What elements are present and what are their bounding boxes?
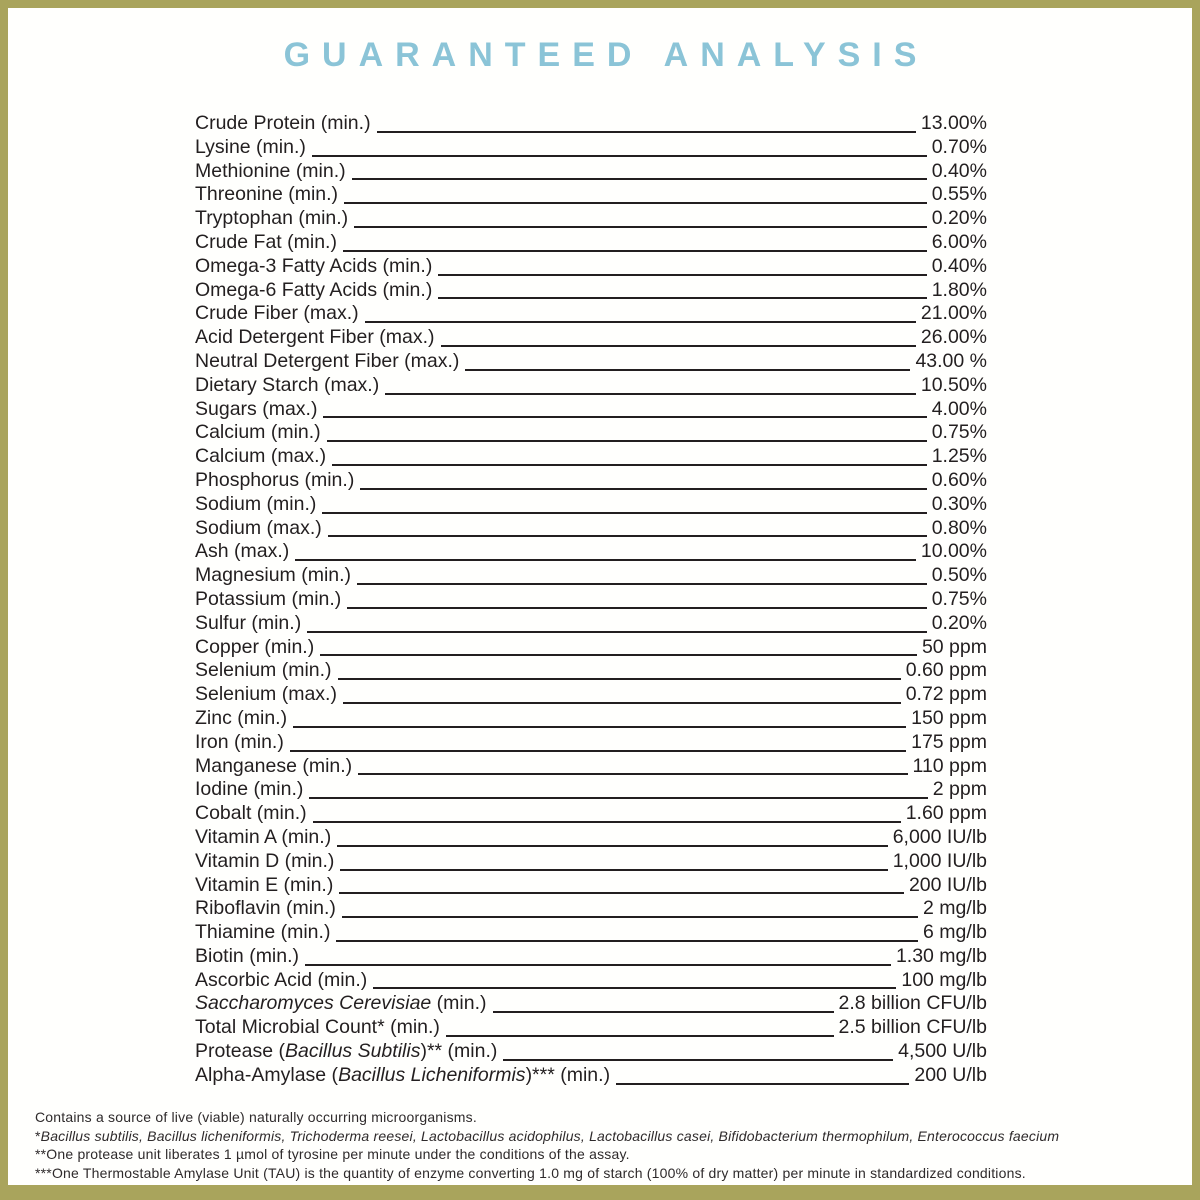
leader-line [338,677,901,680]
leader-line [373,986,896,989]
row-value: 0.70% [931,135,987,158]
row-value: 0.75% [931,587,987,610]
leader-line [446,1034,834,1037]
leader-line [365,320,916,323]
leader-line [360,487,926,490]
row-label [195,659,332,683]
leader-line [290,749,906,752]
text-segment: Calcium (max.) [195,445,327,468]
row-label [195,326,435,350]
text-segment: Total Microbial Count* (min.) [195,1016,440,1039]
text-segment: Omega-3 Fatty Acids (min.) [195,254,433,277]
leader-line [385,392,916,395]
footnote-line [35,1164,1172,1182]
analysis-row [195,659,987,683]
row-label [195,540,289,564]
analysis-row [195,1016,987,1040]
analysis-row [195,850,987,874]
row-value: 0.80% [931,516,987,539]
row-label [195,755,352,779]
row-label [195,350,459,374]
row-value: 10.00% [920,540,987,563]
analysis-row [195,802,987,826]
row-label [195,136,306,160]
leader-line [347,606,926,609]
analysis-row [195,279,987,303]
text-segment: Potassium (min.) [195,587,342,610]
analysis-row [195,612,987,636]
analysis-row [195,731,987,755]
leader-line [465,368,910,371]
leader-line [332,463,927,466]
text-segment: Selenium (min.) [195,659,332,682]
row-label [195,921,330,945]
leader-line [295,558,916,561]
leader-line [358,772,907,775]
leader-line [312,154,927,157]
row-value: 2.5 billion CFU/lb [838,1016,987,1039]
row-label [195,802,307,826]
row-label [195,1064,610,1088]
italic-text-segment: Bacillus Licheniformis [338,1063,526,1086]
text-segment: Alpha-Amylase ( [195,1063,339,1086]
row-label [195,493,316,517]
row-value: 150 ppm [911,706,987,729]
analysis-row [195,683,987,707]
leader-line [438,273,926,276]
analysis-row [195,897,987,921]
row-label [195,231,337,255]
leader-line [342,915,918,918]
leader-line [340,868,887,871]
leader-line [343,701,901,704]
row-label [195,707,287,731]
analysis-row [195,421,987,445]
row-value: 2 ppm [932,778,987,801]
row-value: 1,000 IU/lb [892,849,987,872]
row-value: 110 ppm [912,754,987,777]
analysis-row [195,493,987,517]
row-value: 6,000 IU/lb [892,825,987,848]
row-value: 4.00% [931,397,987,420]
row-label [195,850,334,874]
row-label [195,778,303,802]
row-label [195,112,371,136]
analysis-row [195,326,987,350]
text-segment: Zinc (min.) [195,706,288,729]
row-label [195,731,284,755]
leader-line [309,796,927,799]
analysis-row [195,183,987,207]
row-value: 13.00% [920,112,987,134]
text-segment: Iron (min.) [195,730,284,753]
row-label [195,1040,497,1064]
row-value: 0.60% [931,468,987,491]
text-segment: **One protease unit liberates 1 µmol of tyrosine per minute under the conditions of the assay. [35,1146,630,1163]
row-value: 6.00% [931,230,987,253]
leader-line [339,891,904,894]
text-segment: ***One Thermostable Amylase Unit (TAU) is the quantity of enzyme converting 1.0 mg of starch (100% of dry matter) per minute in standardized conditions. [35,1164,1026,1181]
row-label [195,874,333,898]
page-title: GUARANTEED ANALYSIS [283,36,929,74]
text-segment: Magnesium (min.) [195,564,352,587]
row-value: 50 ppm [921,635,987,658]
italic-text-segment: Bacillus Subtilis [284,1040,421,1063]
row-label [195,992,487,1016]
analysis-row [195,469,987,493]
text-segment: Threonine (min.) [195,183,339,206]
row-label [195,588,341,612]
row-value: 0.20% [931,611,987,634]
analysis-row [195,517,987,541]
leader-line [328,534,927,537]
analysis-row [195,136,987,160]
leader-line [344,201,927,204]
analysis-row [195,231,987,255]
analysis-row [195,707,987,731]
row-label [195,826,331,850]
row-label [195,683,337,707]
row-value: 6 mg/lb [923,921,987,944]
leader-line [307,630,927,633]
row-value: 1.60 ppm [905,802,987,825]
text-segment: Biotin (min.) [195,944,300,967]
analysis-row [195,540,987,564]
analysis-row [195,826,987,850]
analysis-row [195,255,987,279]
analysis-row [195,374,987,398]
leader-line [354,225,927,228]
footnote-line [35,1127,1172,1145]
analysis-row [195,1064,987,1088]
analysis-row [195,302,987,326]
row-value: 0.40% [931,254,987,277]
text-segment: Selenium (max.) [195,683,337,706]
analysis-row [195,755,987,779]
analysis-row [195,160,987,184]
text-segment: )** (min.) [420,1040,498,1063]
text-segment: * [35,1127,41,1144]
analysis-row [195,945,987,969]
italic-text-segment: Bacillus subtilis, Bacillus licheniformis, Trichoderma reesei, Lactobacillus acidophilus, Lactobacillus casei, Bifidobacterium thermophilum, Enterococcus faecium [40,1127,1060,1144]
leader-line [343,249,927,252]
analysis-row [195,445,987,469]
row-value: 100 mg/lb [901,968,987,991]
leader-line [293,725,906,728]
leader-line [337,844,888,847]
analysis-row [195,778,987,802]
analysis-row [195,398,987,422]
row-value: 0.75% [931,421,987,444]
row-value: 10.50% [920,373,987,396]
text-segment: Sugars (max.) [195,397,318,420]
leader-line [357,582,927,585]
row-label [195,207,348,231]
row-value: 200 U/lb [914,1063,987,1086]
text-segment: Sodium (min.) [195,492,317,515]
row-label [195,1016,440,1040]
text-segment: Crude Protein (min.) [195,112,371,134]
text-segment: Ascorbic Acid (min.) [195,968,368,991]
row-label [195,969,367,993]
leader-line [322,511,926,514]
footnotes [35,1108,1172,1182]
row-label [195,374,379,398]
text-segment: Sulfur (min.) [195,611,302,634]
leader-line [438,296,926,299]
row-label [195,279,432,303]
text-segment: Acid Detergent Fiber (max.) [195,326,435,349]
row-label [195,183,338,207]
text-segment: Cobalt (min.) [195,802,307,825]
row-value: 21.00% [920,302,987,325]
row-label [195,302,359,326]
text-segment: Manganese (min.) [195,754,353,777]
leader-line [377,130,916,133]
footnote-line [35,1145,1172,1163]
row-value: 43.00 % [915,349,987,372]
leader-line [327,439,927,442]
row-value: 0.20% [931,207,987,230]
analysis-row [195,350,987,374]
row-value: 1.80% [931,278,987,301]
row-label [195,945,299,969]
leader-line [441,344,916,347]
text-segment: Vitamin D (min.) [195,849,335,872]
footnote-line [35,1108,1172,1126]
leader-line [323,415,926,418]
row-value: 1.25% [931,445,987,468]
text-segment: Tryptophan (min.) [195,207,349,230]
row-label [195,897,336,921]
row-label [195,160,346,184]
analysis-row [195,992,987,1016]
row-value: 200 IU/lb [908,873,987,896]
analysis-row [195,588,987,612]
row-value: 0.72 ppm [905,683,987,706]
row-label [195,421,321,445]
row-label [195,636,314,660]
text-segment: Thiamine (min.) [195,921,331,944]
row-value: 175 ppm [911,730,987,753]
row-value: 1.30 mg/lb [895,944,987,967]
row-value: 0.30% [931,492,987,515]
row-value: 2 mg/lb [923,897,987,920]
text-segment: Methionine (min.) [195,159,346,182]
leader-line [320,653,917,656]
text-segment: Omega-6 Fatty Acids (min.) [195,278,433,301]
text-segment: Lysine (min.) [195,135,306,158]
leader-line [493,1010,834,1013]
row-value: 26.00% [920,326,987,349]
row-value: 2.8 billion CFU/lb [838,992,987,1015]
text-segment: Contains a source of live (viable) naturally occurring microorganisms. [35,1109,477,1126]
text-segment: Ash (max.) [195,540,290,563]
leader-line [503,1058,893,1061]
text-segment: Neutral Detergent Fiber (max.) [195,349,460,372]
row-label [195,564,351,588]
italic-text-segment: Saccharomyces Cerevisiae [195,992,432,1015]
leader-line [616,1082,909,1085]
row-label [195,469,354,493]
text-segment: (min.) [431,992,487,1015]
text-segment: Sodium (max.) [195,516,322,539]
text-segment: Protease ( [195,1040,285,1063]
leader-line [352,177,927,180]
text-segment: Phosphorus (min.) [195,468,355,491]
row-label [195,398,317,422]
text-segment: Riboflavin (min.) [195,897,336,920]
text-segment: Vitamin E (min.) [195,873,334,896]
leader-line [336,939,918,942]
leader-line [305,963,891,966]
text-segment: Copper (min.) [195,635,315,658]
text-segment: Dietary Starch (max.) [195,373,380,396]
analysis-row [195,112,987,136]
leader-line [313,820,901,823]
row-label [195,445,326,469]
row-label [195,517,322,541]
text-segment: Iodine (min.) [195,778,304,801]
analysis-row [195,921,987,945]
row-label [195,612,301,636]
text-segment: Crude Fiber (max.) [195,302,359,325]
text-segment: Calcium (min.) [195,421,321,444]
row-value: 0.60 ppm [905,659,987,682]
analysis-row [195,969,987,993]
analysis-row [195,207,987,231]
analysis-row [195,874,987,898]
row-value: 4,500 U/lb [898,1040,987,1063]
text-segment: Vitamin A (min.) [195,825,332,848]
text-segment: Crude Fat (min.) [195,230,337,253]
row-label [195,255,432,279]
analysis-list [195,112,987,1088]
analysis-row [195,1040,987,1064]
text-segment: )*** (min.) [525,1063,611,1086]
analysis-row [195,636,987,660]
analysis-row [195,564,987,588]
row-value: 0.50% [931,564,987,587]
row-value: 0.55% [931,183,987,206]
row-value: 0.40% [931,159,987,182]
